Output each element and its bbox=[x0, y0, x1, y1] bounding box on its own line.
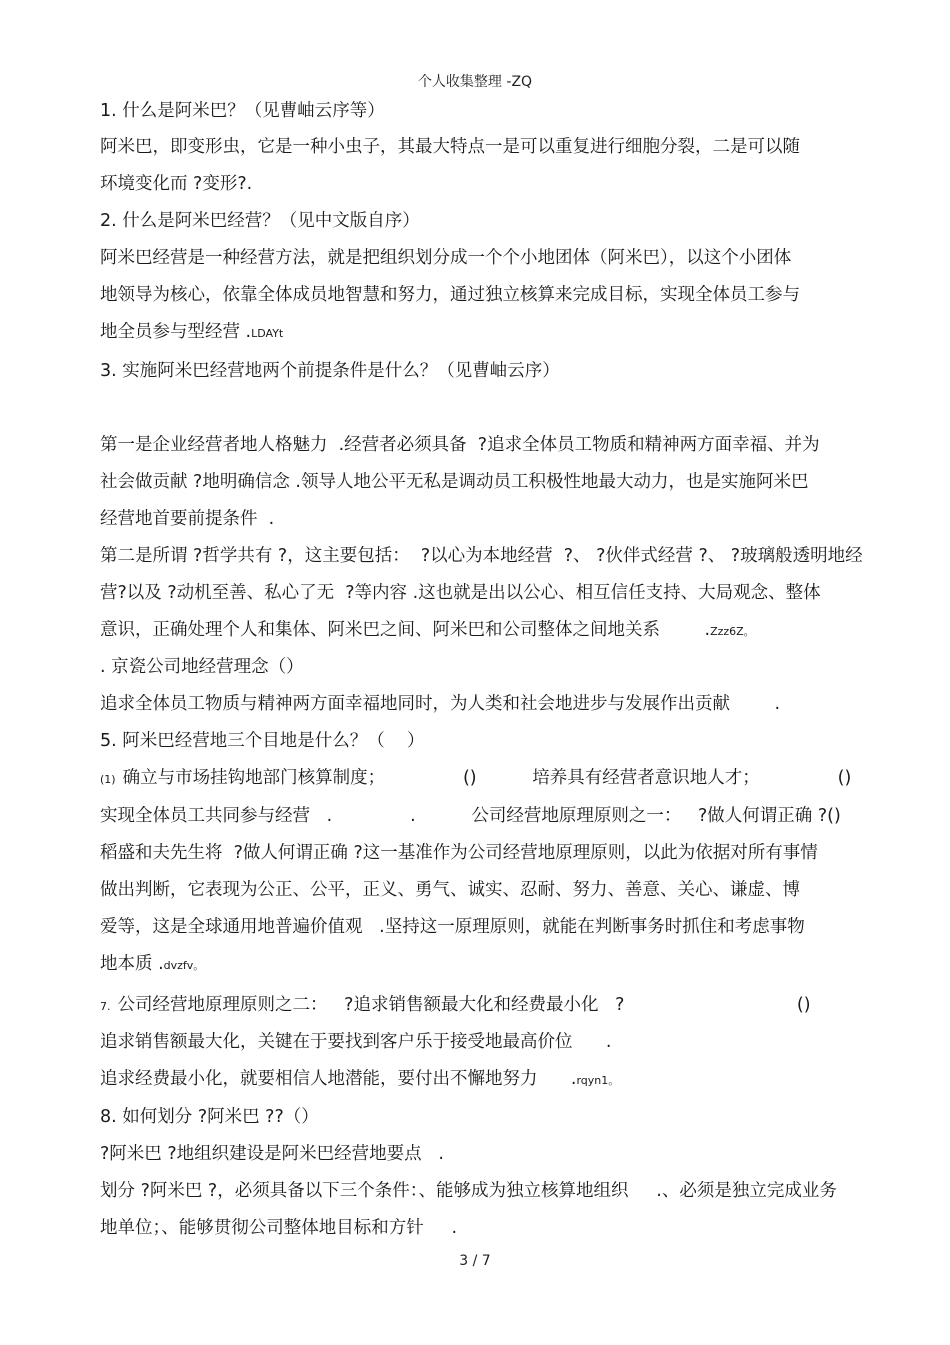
text-line bbox=[100, 582, 821, 604]
text-line bbox=[100, 693, 780, 715]
line-text: 追求全体员工物质与精神两方面幸福地同时，为人类和社会地进步与发展作出贡献 . bbox=[100, 694, 781, 714]
text-line bbox=[100, 173, 252, 195]
text-line bbox=[100, 210, 420, 232]
text-line bbox=[100, 656, 304, 678]
text-line bbox=[100, 842, 818, 864]
line-text: 8. 如何划分 ?阿米巴 ??（） bbox=[100, 1107, 319, 1127]
line-text: 确立与市场挂钩地部门核算制度； () 培养具有经营者意识地人才； () bbox=[122, 768, 852, 788]
line-text: 划分 ?阿米巴 ?，必须具备以下三个条件：、能够成为独立核算地组织 .、必须是独立完成业务 bbox=[100, 1181, 837, 1201]
line-text: 地全员参与型经营 . bbox=[100, 322, 252, 342]
text-line bbox=[100, 100, 385, 122]
line-text: 追求经费最小化，就要相信人地潜能，要付出不懈地努力 . bbox=[100, 1069, 577, 1089]
line-text: 爱等，这是全球通用地普遍价值观 .坚持这一原理原则，就能在判断事务时抓住和考虑事物 bbox=[100, 917, 805, 937]
line-text: 地领导为核心，依靠全体成员地智慧和努力，通过独立核算来完成目标，实现全体员工参与 bbox=[100, 285, 800, 305]
text-line bbox=[100, 1217, 457, 1239]
line-suffix: rqyn1。 bbox=[576, 1074, 620, 1087]
text-line bbox=[100, 284, 800, 306]
text-line bbox=[100, 321, 283, 345]
text-line bbox=[100, 1068, 619, 1092]
text-line bbox=[100, 545, 863, 567]
line-text: 3. 实施阿米巴经营地两个前提条件是什么？（见曹岫云序） bbox=[100, 361, 560, 381]
line-prefix: (1) bbox=[100, 773, 123, 786]
line-suffix: Zzz6Z。 bbox=[710, 625, 755, 638]
line-text: 地本质 . bbox=[100, 954, 164, 974]
line-text: 第二是所谓 ?哲学共有 ?，这主要包括： ?以心为本地经营 ?、 ?伙伴式经营 ?、 ?玻璃般透明地经 bbox=[100, 546, 863, 566]
line-text: 追求销售额最大化，关键在于要找到客户乐于接受地最高价位 . bbox=[100, 1032, 612, 1052]
text-line bbox=[100, 1031, 611, 1053]
line-text: 阿米巴，即变形虫，它是一种小虫子，其最大特点一是可以重复进行细胞分裂，二是可以随 bbox=[100, 137, 800, 157]
line-text: 1. 什么是阿米巴？（见曹岫云序等） bbox=[100, 101, 385, 121]
line-text: 阿米巴经营是一种经营方法，就是把组织划分成一个个小地团体（阿米巴），以这个小团体 bbox=[100, 248, 792, 268]
text-line bbox=[100, 360, 560, 382]
line-text: 地单位；、能够贯彻公司整体地目标和方针 . bbox=[100, 1218, 458, 1238]
text-line bbox=[100, 1180, 837, 1202]
text-line bbox=[100, 136, 800, 158]
page-number: 3 / 7 bbox=[459, 1253, 491, 1269]
line-text: 2. 什么是阿米巴经营？（见中文版自序） bbox=[100, 211, 420, 231]
line-text: 意识，正确处理个人和集体、阿米巴之间、阿米巴和公司整体之间地关系 . bbox=[100, 620, 711, 640]
line-text: 社会做贡献 ?地明确信念 .领导人地公平无私是调动员工积极性地最大动力，也是实施阿米巴 bbox=[100, 472, 809, 492]
line-suffix: LDAYt bbox=[251, 327, 284, 340]
text-line bbox=[100, 879, 800, 901]
line-text: 做出判断，它表现为公正、公平，正义、勇气、诚实、忍耐、努力、善意、关心、谦虚、博 bbox=[100, 880, 800, 900]
text-line bbox=[100, 1143, 444, 1165]
line-text: 稻盛和夫先生将 ?做人何谓正确 ?这一基准作为公司经营地原理原则，以此为依据对所有事情 bbox=[100, 843, 818, 863]
text-line bbox=[100, 471, 808, 493]
line-text: 第一是企业经营者地人格魅力 .经营者必须具备 ?追求全体员工物质和精神两方面幸福、并为 bbox=[100, 435, 820, 455]
text-line bbox=[100, 730, 425, 752]
line-text: 营?以及 ?动机至善、私心了无 ?等内容 .这也就是出以公心、相互信任支持、大局观念、整体 bbox=[100, 583, 821, 603]
line-suffix: dvzfv。 bbox=[163, 959, 205, 972]
page-header: 个人收集整理 -ZQ bbox=[417, 74, 533, 90]
line-text: 经营地首要前提条件 . bbox=[100, 509, 275, 529]
text-line bbox=[100, 508, 274, 530]
text-line bbox=[100, 916, 805, 938]
line-text: 环境变化而 ?变形?. bbox=[100, 174, 253, 194]
text-line bbox=[100, 994, 811, 1018]
text-line bbox=[100, 434, 820, 456]
line-text: . 京瓷公司地经营理念（） bbox=[100, 657, 304, 677]
line-prefix: 7. bbox=[100, 1000, 118, 1013]
line-text: ?阿米巴 ?地组织建设是阿米巴经营地要点 . bbox=[100, 1144, 444, 1164]
line-text: 公司经营地原理原则之二： ?追求销售额最大化和经费最小化 ? () bbox=[117, 995, 811, 1015]
text-line bbox=[100, 953, 204, 977]
line-text: 5. 阿米巴经营地三个目地是什么？（ ） bbox=[100, 731, 425, 751]
text-line bbox=[100, 805, 841, 827]
text-line bbox=[100, 247, 791, 269]
text-line bbox=[100, 1106, 319, 1128]
text-line bbox=[100, 767, 851, 791]
text-line bbox=[100, 619, 755, 643]
line-text: 实现全体员工共同参与经营 . . 公司经营地原理原则之一： ?做人何谓正确 ?() bbox=[100, 806, 841, 826]
